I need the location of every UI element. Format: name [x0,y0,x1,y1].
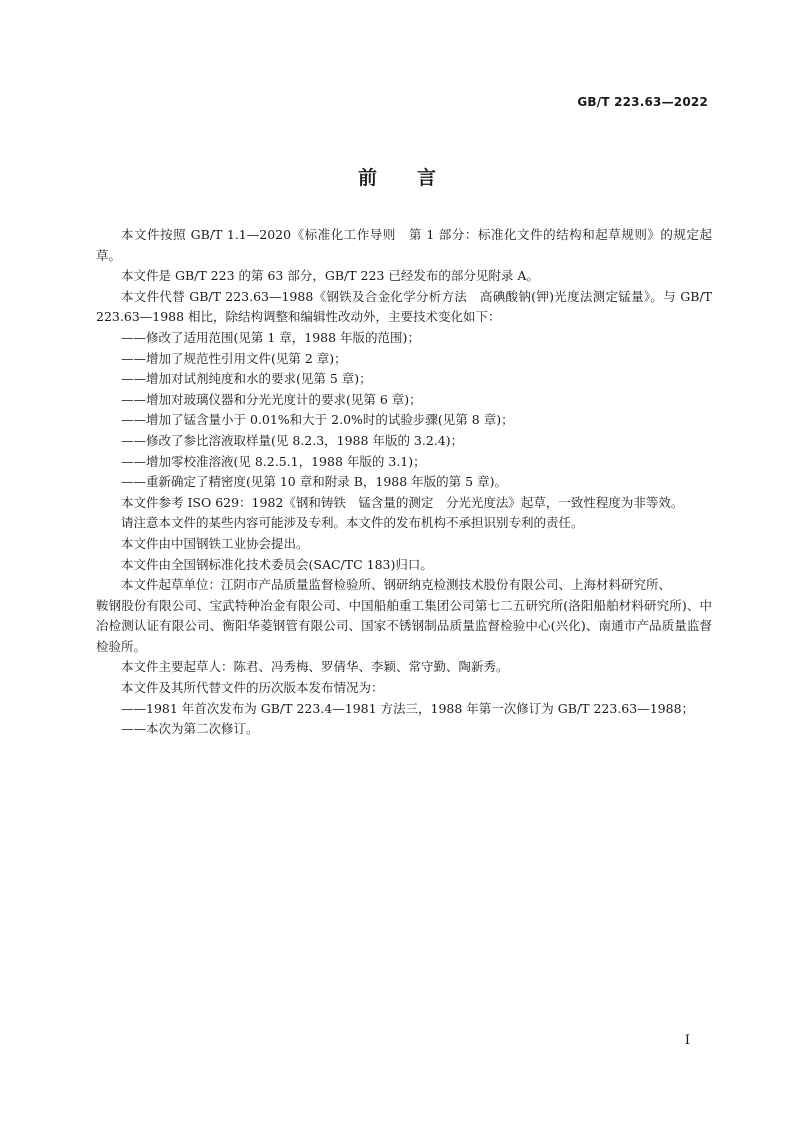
paragraph: 本文件由中国钢铁工业协会提出。 [121,535,309,551]
paragraph: 本文件主要起草人：陈君、冯秀梅、罗倩华、李颖、常守勤、陶新秀。 [121,659,509,675]
paragraph: 鞍钢股份有限公司、宝武特种冶金有限公司、中国船舶重工集团公司第七二五研究所(洛阳船舶材料研究所)、中冶检测认证有限公司、衡阳华菱钢管有限公司、国家不锈钢制品质量监督检验中心(兴化)、南通市产品质量监督检验所。 [96,597,712,654]
standard-id: GB/T 223.63—2022 [577,95,708,109]
paragraph: 本文件起草单位：江阴市产品质量监督检验所、钢研纳克检测技术股份有限公司、上海材料研究所、 [121,577,672,593]
page-title: 前言 [357,167,476,189]
list-item: ——重新确定了精密度(见第 10 章和附录 B，1988 年版的第 5 章)。 [121,474,507,490]
list-item: ——增加了锰含量小于 0.01%和大于 2.0%时的试验步骤(见第 8 章)； [121,412,514,428]
list-item: ——增加对玻璃仪器和分光光度计的要求(见第 6 章)； [121,391,422,407]
list-item: ——增加对试剂纯度和水的要求(见第 5 章)； [121,371,372,387]
paragraph: 本文件按照 GB/T 1.1—2020《标准化工作导则 第 1 部分：标准化文件的结构和起草规则》的规定起草。 [96,227,712,263]
paragraph: 本文件及其所代替文件的历次版本发布情况为： [121,680,384,696]
list-item: ——1981 年首次发布为 GB/T 223.4—1981 方法三，1988 年第一次修订为 GB/T 223.63—1988； [121,700,695,716]
page-number: I [684,1033,690,1048]
list-item: ——本次为第二次修订。 [121,721,259,737]
paragraph: 请注意本文件的某些内容可能涉及专利。本文件的发布机构不承担识别专利的责任。 [121,515,584,531]
list-item: ——修改了适用范围(见第 1 章，1988 年版的范围)； [121,329,420,345]
list-item: ——增加了规范性引用文件(见第 2 章)； [121,350,347,366]
list-item: ——修改了参比溶液取样量(见 8.2.3，1988 年版的 3.2.4)； [121,432,464,448]
paragraph: 本文件参考 ISO 629：1982《钢和铸铁 锰含量的测定 分光光度法》起草，一致性程度为非等效。 [121,494,684,510]
list-item: ——增加零校准溶液(见 8.2.5.1，1988 年版的 3.1)； [121,453,426,469]
foreword-body [96,225,712,740]
paragraph: 本文件代替 GB/T 223.63—1988《钢铁及合金化学分析方法 高碘酸钠(钾)光度法测定锰量》。与 GB/T 223.63—1988 相比，除结构调整和编辑性改动外，主要技术变化如下： [96,288,712,325]
paragraph: 本文件由全国钢标准化技术委员会(SAC/TC 183)归口。 [121,556,433,572]
paragraph: 本文件是 GB/T 223 的第 63 部分，GB/T 223 已经发布的部分见附录 A。 [121,268,539,284]
